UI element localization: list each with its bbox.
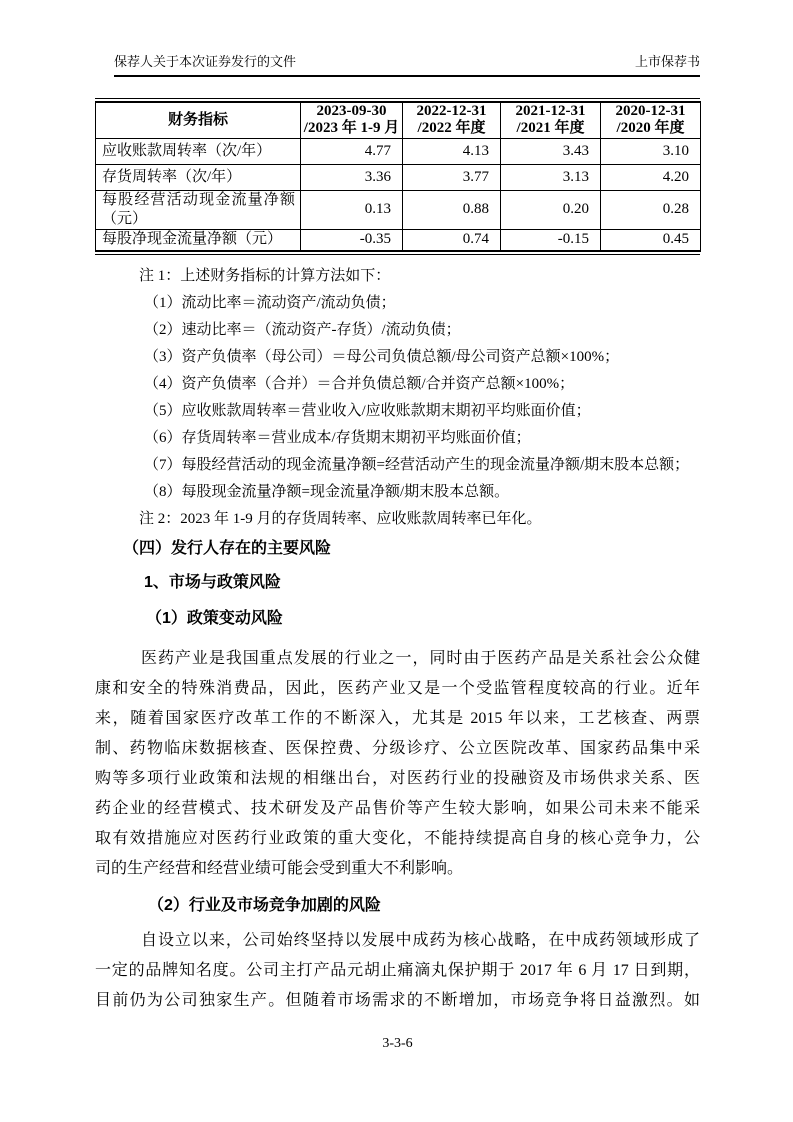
page-number: 3-3-6 (382, 1036, 413, 1051)
row-label: 存货周转率（次/年） (96, 164, 301, 190)
body-line: 康和安全的特殊消费品，因此，医药产业又是一个受监管程度较高的行业。近年 (95, 680, 700, 697)
value-cell: 4.20 (601, 164, 701, 190)
table-row-net-cashflow-per-share (96, 229, 701, 251)
value-cell: 0.20 (501, 190, 601, 229)
header-left-title: 保荐人关于本次证券发行的文件 (114, 54, 297, 69)
body-line: 医药产业是我国重点发展的行业之一，同时由于医药产品是关系社会公众健 (141, 650, 700, 667)
note1-title: 注 1：上述财务指标的计算方法如下： (139, 268, 391, 284)
policy-risk-paragraph (95, 644, 700, 884)
competition-risk-paragraph (95, 926, 700, 1016)
financial-indicators-table (95, 98, 700, 255)
body-line: 取有效措施应对医药行业政策的重大变化，不能持续提高自身的核心竞争力，公 (95, 830, 700, 847)
section-heading-main-risks: （四）发行人存在的主要风险 (123, 540, 332, 557)
value-cell: 0.13 (301, 190, 403, 229)
section-heading-competition-risk: （2）行业及市场竞争加剧的风险 (148, 897, 381, 914)
body-line: 自设立以来，公司始终坚持以发展中成药为核心战略，在中成药领域形成了 (141, 932, 700, 949)
note-item-8: （8）每股现金流量净额=现金流量净额/期末股本总额。 (144, 484, 510, 500)
note-item-1: （1）流动比率＝流动资产/流动负债； (144, 295, 396, 311)
body-line: 司的生产经营和经营业绩可能会受到重大不利影响。 (95, 860, 464, 877)
body-line: 目前仍为公司独家生产。但随着市场需求的不断增加，市场竞争将日益激烈。如 (95, 992, 700, 1009)
body-line: 药企业的经营模式、技术研发及产品售价等产生较大影响，如果公司未来不能采 (95, 800, 700, 817)
row-label: 应收账款周转率（次/年） (96, 138, 301, 164)
note-item-6: （6）存货周转率＝营业成本/存货期末期初平均账面价值； (144, 430, 531, 446)
value-cell: 4.13 (403, 138, 501, 164)
value-cell: -0.15 (501, 229, 601, 251)
value-cell: 3.77 (403, 164, 501, 190)
table-notes (95, 263, 700, 533)
period-header-2022: 2022-12-31 /2022 年度 (403, 102, 501, 138)
body-line: 一定的品牌知名度。公司主打产品元胡止痛滴丸保护期于 2017 年 6 月 17 日到期， (95, 962, 700, 979)
note-item-7: （7）每股经营活动的现金流量净额=经营活动产生的现金流量净额/期末股本总额； (144, 457, 690, 473)
section-heading-policy-change-risk: （1）政策变动风险 (146, 610, 283, 627)
value-cell: 0.45 (601, 229, 701, 251)
table-header-row (96, 102, 701, 138)
row-label: 每股经营活动现金流量净额 （元） (96, 190, 301, 229)
value-cell: 0.28 (601, 190, 701, 229)
period-header-2021: 2021-12-31 /2021 年度 (501, 102, 601, 138)
value-cell: 3.36 (301, 164, 403, 190)
value-cell: 3.13 (501, 164, 601, 190)
table-row-receivables-turnover (96, 138, 701, 164)
value-cell: 3.43 (501, 138, 601, 164)
table-row-inventory-turnover (96, 164, 701, 190)
value-cell: 4.77 (301, 138, 403, 164)
value-cell: -0.35 (301, 229, 403, 251)
note2-title: 注 2：2023 年 1-9 月的存货周转率、应收账款周转率已年化。 (139, 511, 542, 527)
table-corner-header: 财务指标 (96, 102, 301, 138)
period-header-2023: 2023-09-30 /2023 年 1-9 月 (301, 102, 403, 138)
document-body (95, 98, 700, 1016)
section-heading-market-policy-risk: 1、市场与政策风险 (144, 574, 281, 591)
period-header-2020: 2020-12-31 /2020 年度 (601, 102, 701, 138)
table-row-operating-cashflow-per-share (96, 190, 701, 229)
page-header (114, 0, 700, 77)
header-right-title: 上市保荐书 (634, 54, 700, 69)
note-item-3: （3）资产负债率（母公司）＝母公司负债总额/母公司资产总额×100%； (144, 349, 620, 365)
body-line: 购等多项行业政策和法规的相继出台，对医药行业的投融资及市场供求关系、医 (95, 770, 700, 787)
body-line: 来，随着国家医疗改革工作的不断深入，尤其是 2015 年以来，工艺核查、两票 (95, 710, 700, 727)
body-line: 制、药物临床数据核查、医保控费、分级诊疗、公立医院改革、国家药品集中采 (95, 740, 700, 757)
value-cell: 3.10 (601, 138, 701, 164)
value-cell: 0.88 (403, 190, 501, 229)
value-cell: 0.74 (403, 229, 501, 251)
note-item-5: （5）应收账款周转率＝营业收入/应收账款期末期初平均账面价值； (144, 403, 591, 419)
row-label: 每股净现金流量净额（元） (96, 229, 301, 251)
note-item-2: （2）速动比率＝（流动资产-存货）/流动负债； (144, 322, 461, 338)
note-item-4: （4）资产负债率（合并）＝合并负债总额/合并资产总额×100%； (144, 376, 575, 392)
